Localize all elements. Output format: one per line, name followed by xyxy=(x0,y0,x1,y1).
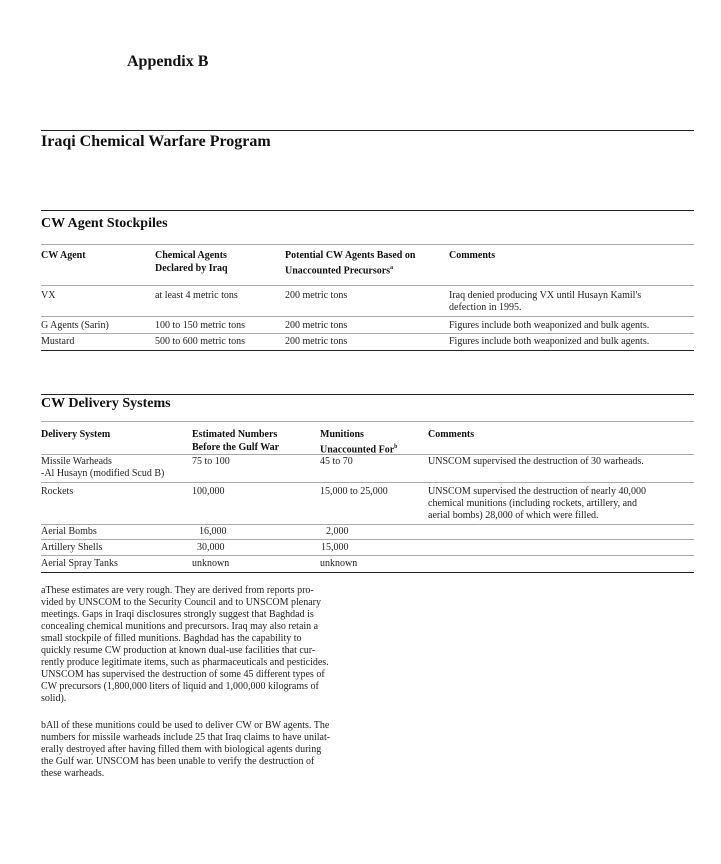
stockpiles-body-rule xyxy=(41,285,694,286)
row-rule xyxy=(41,316,694,317)
delivery-system: Aerial Bombs xyxy=(41,526,97,537)
title-rule xyxy=(41,130,694,131)
delivery-unaccounted: 15,000 xyxy=(321,542,349,553)
row-rule xyxy=(41,524,694,525)
stockpile-potential: 200 metric tons xyxy=(285,336,348,347)
stockpile-comment: Figures include both weaponized and bulk agents. xyxy=(449,336,650,347)
footnote-mark-b: b xyxy=(394,444,398,450)
delivery-estimated: unknown xyxy=(192,558,230,569)
delivery-unaccounted: 45 to 70 xyxy=(320,456,353,467)
delivery-title: CW Delivery Systems xyxy=(41,396,171,411)
header-comments: Comments xyxy=(449,250,496,261)
footnote-mark-a: a xyxy=(390,265,394,271)
stockpile-declared: at least 4 metric tons xyxy=(155,290,238,301)
header-munitions: Munitions Unaccounted For$^b$ xyxy=(320,429,398,456)
row-rule xyxy=(41,555,694,556)
delivery-comment: UNSCOM supervised the destruction of nearly 40,000 chemical munitions (including rockets, artillery, and aerial bombs) 28,000 of which were filled. xyxy=(428,486,647,521)
stockpiles-header-rule xyxy=(41,244,694,245)
delivery-estimated: 30,000 xyxy=(197,542,225,553)
stockpiles-bottom-rule xyxy=(41,350,694,351)
delivery-header-rule xyxy=(41,421,694,422)
stockpile-potential: 200 metric tons xyxy=(285,320,348,331)
header-estimated: Estimated Numbers Before the Gulf War xyxy=(192,429,280,453)
delivery-estimated: 16,000 xyxy=(199,526,227,537)
delivery-estimated: 75 to 100 xyxy=(192,456,230,467)
delivery-unaccounted: unknown xyxy=(320,558,358,569)
delivery-system: Artillery Shells xyxy=(41,542,103,553)
footnote-b: bAll of these munitions could be used to deliver CW or BW agents. The numbers for missile warheads include 25 that Iraq claims to have unilat- erally destroyed after having filled them with biological agents during the Gulf war. UNSCOM has been unable to verify the destruction of these warheads. xyxy=(41,720,331,779)
stockpile-agent: VX xyxy=(41,290,56,301)
stockpile-agent: Mustard xyxy=(41,336,75,347)
header-delivery-system: Delivery System xyxy=(41,429,111,440)
delivery-system: Rockets xyxy=(41,486,74,497)
delivery-system: Missile Warheads -Al Husayn (modified Scud B) xyxy=(41,456,165,479)
delivery-system: Aerial Spray Tanks xyxy=(41,558,118,569)
stockpiles-title: CW Agent Stockpiles xyxy=(41,216,168,231)
stockpile-declared: 100 to 150 metric tons xyxy=(155,320,245,331)
page-title: Iraqi Chemical Warfare Program xyxy=(41,133,271,150)
appendix-title: Appendix B xyxy=(127,53,209,70)
delivery-body-rule xyxy=(41,454,694,455)
stockpile-comment: Figures include both weaponized and bulk agents. xyxy=(449,320,650,331)
footnote-a: aThese estimates are very rough. They are derived from reports pro- vided by UNSCOM to the Security Council and to UNSCOM plenary meetings. Gaps in Iraqi disclosures strongly suggest that Baghdad is concealing chemical munitions and precursors. Iraq may also retain a small stockpile of filled munitions. Baghdad has the capability to quickly resume CW production at known dual-use facilities that cur- rently produce legitimate items, such as pharmaceuticals and pesticides. UNSCOM has supervised the destruction of some 45 different types of CW precursors (1,800,000 liters of liquid and 1,000,000 kilograms of solid). xyxy=(41,585,329,704)
row-rule xyxy=(41,539,694,540)
stockpiles-rule xyxy=(41,210,694,211)
header-delivery-comments: Comments xyxy=(428,429,475,440)
row-rule xyxy=(41,333,694,334)
stockpile-comment: Iraq denied producing VX until Husayn Kamil's defection in 1995. xyxy=(449,290,642,313)
row-rule xyxy=(41,482,694,483)
header-declared: Chemical Agents Declared by Iraq xyxy=(155,250,228,274)
delivery-rule xyxy=(41,394,694,395)
delivery-unaccounted: 15,000 to 25,000 xyxy=(320,486,388,497)
header-cw-agent: CW Agent xyxy=(41,250,86,261)
delivery-estimated: 100,000 xyxy=(192,486,225,497)
delivery-unaccounted: 2,000 xyxy=(326,526,349,537)
header-potential: Potential CW Agents Based on Unaccounted Precursors$^a$ xyxy=(285,250,416,277)
delivery-comment: UNSCOM supervised the destruction of 30 warheads. xyxy=(428,456,644,467)
delivery-bottom-rule xyxy=(41,572,694,573)
stockpile-potential: 200 metric tons xyxy=(285,290,348,301)
stockpile-declared: 500 to 600 metric tons xyxy=(155,336,245,347)
stockpile-agent: G Agents (Sarin) xyxy=(41,320,109,331)
